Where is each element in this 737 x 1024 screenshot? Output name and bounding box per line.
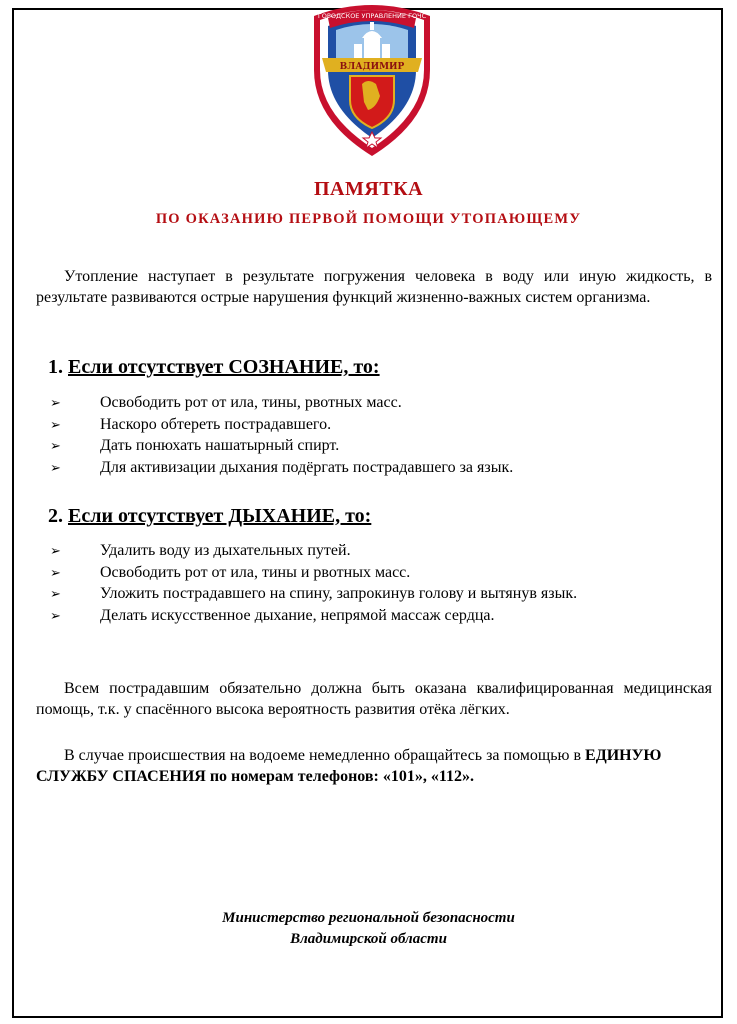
section-2-heading [48, 505, 371, 528]
list-item: ➢ Наскоро обтереть пострадавшего. [48, 414, 712, 436]
document-title: ПАМЯТКА [313, 178, 424, 200]
section-2-number: 2. [48, 505, 63, 527]
arrow-bullet-icon: ➢ [50, 543, 61, 558]
list-item: ➢ Для активизации дыхания подёргать пострадавшего за язык. [48, 457, 712, 479]
footer-line-2: Владимирской области [290, 931, 447, 947]
arrow-bullet-icon: ➢ [50, 586, 61, 601]
arrow-bullet-icon: ➢ [50, 395, 61, 410]
list-item: ➢ Удалить воду из дыхательных путей. [48, 540, 712, 562]
list-item: ➢ Освободить рот от ила, тины, рвотных масс. [48, 392, 712, 414]
footer-line-1: Министерство региональной безопасности [222, 910, 515, 926]
section-1-heading [48, 356, 380, 379]
emblem-top-text: ГОРОДСКОЕ УПРАВЛЕНИЕ ГОЧС [317, 12, 427, 20]
list-item: ➢ Освободить рот от ила, тины и рвотных масс. [48, 562, 712, 584]
emergency-phones: ЕДИНУЮ СЛУЖБУ СПАСЕНИЯ по номерам телефонов: «101», «112». [36, 747, 662, 785]
arrow-bullet-icon: ➢ [50, 438, 61, 453]
section-2-list [48, 540, 712, 626]
document-subtitle: ПО ОКАЗАНИЮ ПЕРВОЙ ПОМОЩИ УТОПАЮЩЕМУ [155, 211, 582, 227]
arrow-bullet-icon: ➢ [50, 416, 61, 432]
outro-paragraph: Всем пострадавшим обязательно должна быть оказана квалифицированная медицинская помощь, т.к. у спасённого высока вероятность развития отёка лёгких. [36, 680, 712, 718]
footer-signature [0, 908, 737, 950]
intro-paragraph: Утопление наступает в результате погружения человека в воду или иную жидкость, в результате развиваются острые нарушения функций жизненно-важных систем организма. [36, 268, 712, 306]
arrow-bullet-icon: ➢ [50, 607, 61, 623]
list-item: ➢ Дать понюхать нашатырный спирт. [48, 435, 712, 457]
emblem-ribbon-text: ВЛАДИМИР [339, 62, 405, 72]
arrow-bullet-icon: ➢ [50, 564, 61, 580]
city-emblem-icon [306, 0, 438, 160]
list-item: ➢ Уложить пострадавшего на спину, запрокинув голову и вытянув язык. [48, 583, 712, 605]
section-1-number: 1. [48, 356, 63, 378]
emergency-paragraph [36, 745, 712, 787]
list-item: ➢ Делать искусственное дыхание, непрямой массаж сердца. [48, 605, 712, 627]
emergency-text: В случае происшествия на водоеме немедленно обращайтесь за помощью в [64, 747, 582, 764]
section-2-title: Если отсутствует ДЫХАНИЕ, то: [68, 505, 372, 527]
section-1-title: Если отсутствует СОЗНАНИЕ, то: [68, 356, 380, 378]
arrow-bullet-icon: ➢ [50, 459, 61, 475]
section-1-list [48, 392, 712, 478]
